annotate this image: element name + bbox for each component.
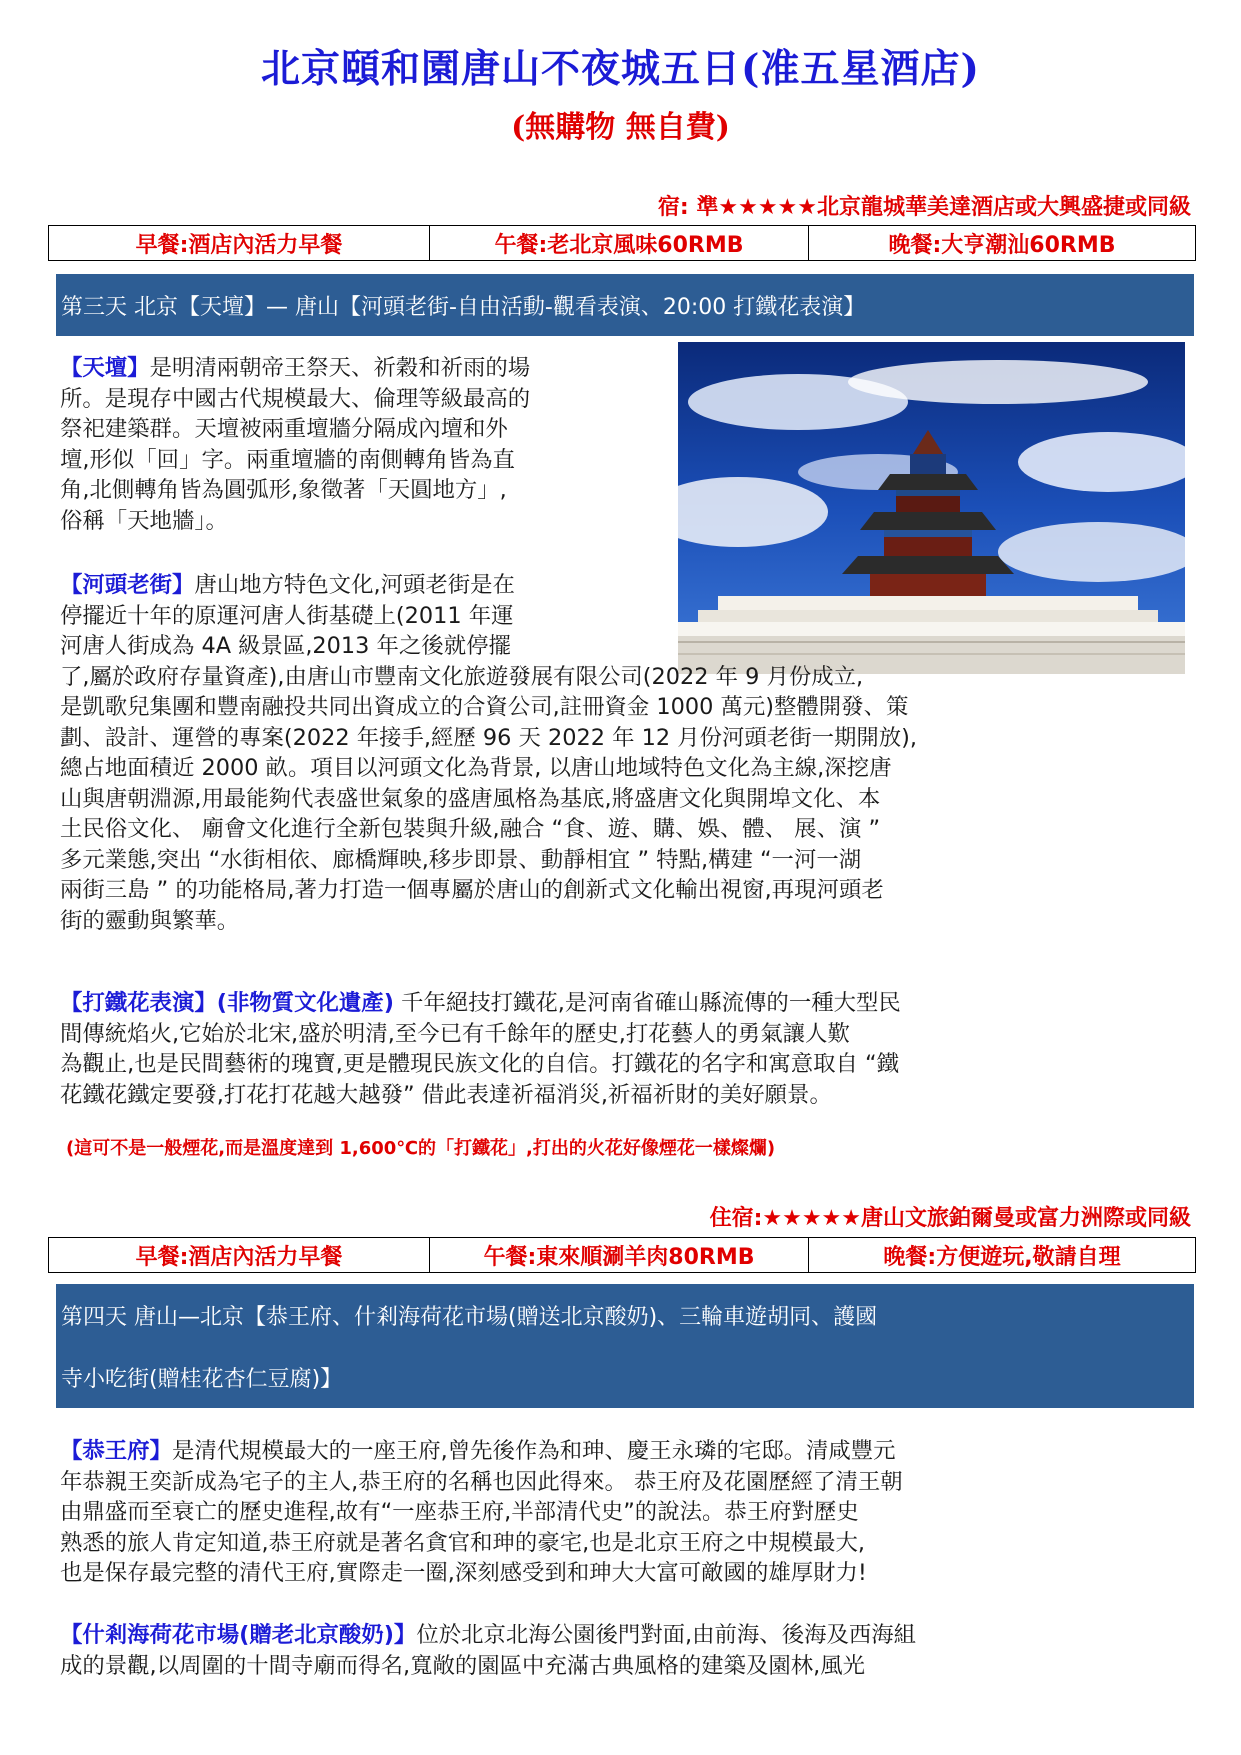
iron-flower-note: (這可不是一般煙花,而是溫度達到 1,600℃的「打鐵花」,打出的火花好像煙花一樣燦爛) (66, 1138, 776, 1159)
day4-heading-line2: 寺小吃街(贈桂花杏仁豆腐)】 (61, 1366, 343, 1392)
day3-breakfast: 早餐:酒店內活力早餐 (49, 226, 430, 260)
day4-heading (56, 1284, 1194, 1408)
day4-breakfast: 早餐:酒店內活力早餐 (49, 1238, 430, 1272)
day3-meals-table (48, 225, 1196, 261)
text-line: 停擺近十年的原運河唐人街基礎上(2011 年運 (60, 602, 514, 629)
page-title: 北京頤和園唐山不夜城五日(准五星酒店) (261, 46, 980, 92)
text-line: 了,屬於政府存量資產),由唐山市豐南文化旅遊發展有限公司(2022 年 9 月份成立, (60, 663, 864, 690)
day3-heading-text: 第三天 北京【天壇】— 唐山【河頭老街-自由活動-觀看表演、20:00 打鐵花表演】 (61, 294, 866, 320)
hetou-title: 【河頭老街】 (60, 572, 195, 598)
day4-heading-line1: 第四天 唐山—北京【恭王府、什剎海荷花市場(贈送北京酸奶)、三輪車遊胡同、護國 (61, 1304, 878, 1330)
page-subtitle: (無購物 無自費) (511, 110, 730, 145)
text-line: 為觀止,也是民間藝術的瑰寶,更是體現民族文化的自信。打鐵花的名字和寓意取自 “鐵 (60, 1051, 900, 1077)
iron-flower-title: 【打鐵花表演】(非物質文化遺產) (60, 990, 394, 1016)
day4-hotel: 住宿:★★★★★唐山文旅鉑爾曼或富力洲際或同級 (709, 1206, 1191, 1231)
shichahai-paragraph (60, 1620, 1200, 1681)
text-line: 成的景觀,以周圍的十間寺廟而得名,寬敞的園區中充滿古典風格的建築及園林,風光 (60, 1652, 866, 1679)
text-line: 街的靈動與繁華。 (60, 907, 240, 934)
day4-meals-table (48, 1237, 1196, 1273)
tiantan-paragraph (60, 353, 670, 536)
hetou-paragraph (60, 570, 1200, 936)
text-line: 是明清兩朝帝王祭天、祈穀和祈雨的場 (149, 355, 531, 381)
text-line: 多元業態,突出 “水街相依、廊橋輝映,移步即景、動靜相宜 ” 特點,構建 “一河一湖 (60, 846, 862, 873)
text-line: 兩街三島 ” 的功能格局,著力打造一個專屬於唐山的創新式文化輸出視窗,再現河頭老 (60, 877, 884, 903)
day3-dinner: 晚餐:大亨潮汕60RMB (888, 232, 1116, 258)
text-line: 所。是現存中國古代規模最大、倫理等級最高的 (60, 385, 531, 412)
tiantan-title: 【天壇】 (60, 355, 150, 381)
text-line: 河唐人街成為 4A 級景區,2013 年之後就停擺 (60, 633, 511, 659)
text-line: 俗稱「天地牆」。 (60, 507, 228, 534)
text-line: 祭祀建築群。天壇被兩重壇牆分隔成內壇和外 (60, 416, 508, 442)
text-line: 劃、設計、運營的專案(2022 年接手,經歷 96 天 2022 年 12 月份河頭老街一期開放), (60, 724, 918, 751)
gongwangfu-title: 【恭王府】 (60, 1438, 172, 1464)
text-line: 由鼎盛而至衰亡的歷史進程,故有“一座恭王府,半部清代史”的說法。恭王府對歷史 (60, 1499, 859, 1525)
text-line: 土民俗文化、 廟會文化進行全新包裝與升級,融合 “食、遊、購、娛、體、 展、演 ” (60, 816, 881, 842)
text-line: 山與唐朝淵源,用最能夠代表盛世氣象的盛唐風格為基底,將盛唐文化與開埠文化、本 (60, 785, 881, 812)
text-line: 是凱歌兒集團和豐南融投共同出資成立的合資公司,註冊資金 1000 萬元)整體開發、策 (60, 694, 909, 720)
day3-lunch: 午餐:老北京風味60RMB (430, 226, 809, 260)
shichahai-title: 【什剎海荷花市場(贈老北京酸奶)】 (60, 1622, 417, 1648)
text-line: 壇,形似「回」字。兩重壇牆的南側轉角皆為直 (60, 446, 515, 473)
text-line: 角,北側轉角皆為圓弧形,象徵著「天圓地方」, (60, 477, 507, 503)
text-line: 熟悉的旅人肯定知道,恭王府就是著名貪官和珅的豪宅,也是北京王府之中規模最大, (60, 1529, 866, 1556)
day4-dinner: 晚餐:方便遊玩,敬請自理 (883, 1244, 1121, 1270)
text-line: 是清代規模最大的一座王府,曾先後作為和珅、慶王永璘的宅邸。清咸豐元 (171, 1438, 896, 1464)
text-line: 年恭親王奕訢成為宅子的主人,恭王府的名稱也因此得來。 恭王府及花園歷經了清王朝 (60, 1468, 903, 1495)
text-line: 也是保存最完整的清代王府,實際走一圈,深刻感受到和珅大大富可敵國的雄厚財力! (60, 1560, 867, 1586)
text-line: 位於北京北海公園後門對面,由前海、後海及西海組 (416, 1622, 917, 1648)
day3-hotel: 宿: 準★★★★★北京龍城華美達酒店或大興盛捷或同級 (657, 195, 1191, 220)
text-line: 千年絕技打鐵花,是河南省確山縣流傳的一種大型民 (393, 990, 901, 1016)
gongwangfu-paragraph (60, 1436, 1200, 1589)
text-line: 間傳統焰火,它始於北宋,盛於明清,至今已有千餘年的歷史,打花藝人的勇氣讓人歎 (60, 1020, 850, 1047)
text-line: 唐山地方特色文化,河頭老街是在 (194, 572, 515, 598)
day4-lunch: 午餐:東來順涮羊肉80RMB (430, 1238, 809, 1272)
day3-heading (56, 274, 1194, 336)
text-line: 花鐵花鐵定要發,打花打花越大越發” 借此表達祈福消災,祈福祈財的美好願景。 (60, 1081, 832, 1108)
text-line: 總占地面積近 2000 畝。項目以河頭文化為背景, 以唐山地域特色文化為主線,深挖唐 (60, 755, 892, 781)
iron-flower-paragraph (60, 988, 1200, 1110)
